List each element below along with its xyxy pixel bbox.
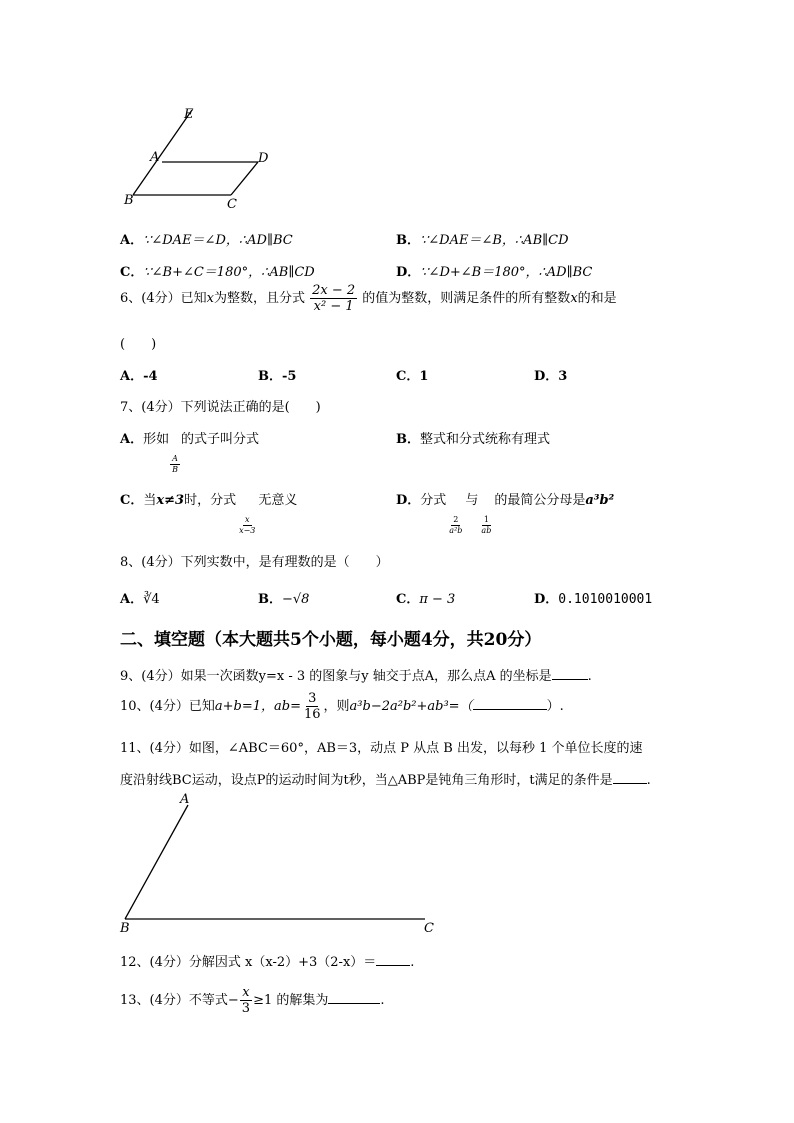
- question-8: 8、(4分）下列实数中，是有理数的是（ ）: [120, 555, 389, 570]
- section-heading-fill-in: 二、填空题（本大题共5个小题，每小题4分，共20分）: [120, 630, 542, 650]
- q6-fraction: $\frac{2x - 2}{\text{x² − 1}}$: [312, 283, 356, 314]
- fig1-label-b: B: [124, 193, 134, 208]
- q6-option-c: C．1: [396, 369, 429, 384]
- question-6: 6、(4分）已知x为整数，且分式 $\frac{2x - 2}{\text{x² − 1}}$ 的值为整数，则满足条件的所有整数x的和是: [120, 283, 617, 314]
- q8-option-d: D．0.1010010001: [534, 592, 653, 607]
- q7-option-a: A．形如 $\frac{A}{B}$ 的式子叫分式: [120, 432, 260, 474]
- q6-paren: ( ): [120, 337, 157, 352]
- q7-option-c: C．当x≠3时，分式 $\frac{x}{x-3}$ 无意义: [120, 493, 298, 535]
- q6-option-d: D．3: [534, 369, 568, 384]
- q6-option-a: A．-4: [120, 369, 158, 384]
- q5-option-a: A．∵∠DAE＝∠D，∴AD∥BC: [120, 233, 293, 248]
- q7-option-d: D．分式 $\frac{2}{\text{a²b}}$ 与 $\frac{1}{ab}$ 的最简公分母是a³b²: [396, 493, 615, 535]
- q6-option-b: B．-5: [258, 369, 297, 384]
- fig1-label-c: C: [227, 197, 237, 212]
- ray-BA: [125, 805, 188, 919]
- question-12: 12、(4分）分解因式 x（x-2）+3（2-x）＝ .: [120, 955, 415, 970]
- question-10: 10、(4分）已知a+b=1，ab= $\frac{3}{16}$ ，则a³b−2a²b²+ab³=（ ）.: [120, 691, 564, 722]
- figure-parallelogram: [110, 100, 280, 215]
- fig2-label-c: C: [424, 921, 434, 936]
- q11-blank: [613, 771, 647, 784]
- fig2-label-a: A: [180, 792, 190, 807]
- q5-option-c: C．∵∠B+∠C＝180°，∴AB∥CD: [120, 265, 315, 280]
- q12-blank: [376, 953, 410, 966]
- fig1-label-e: E: [184, 107, 194, 122]
- fig2-label-b: B: [120, 921, 130, 936]
- fig1-label-d: D: [258, 151, 269, 166]
- question-11-line-2: 度沿射线BC运动，设点P的运动时间为t秒，当△ABP是钝角三角形时，t满足的条件是 .: [120, 773, 651, 788]
- q5-option-d: D．∵∠D+∠B＝180°，∴AD∥BC: [396, 265, 593, 280]
- q5-option-b: B．∵∠DAE＝∠B，∴AB∥CD: [396, 233, 569, 248]
- q10-blank: [473, 697, 547, 710]
- line-BE: [133, 110, 192, 195]
- q8-option-b: B．−√8: [258, 592, 310, 607]
- fig1-label-a: A: [150, 150, 160, 165]
- question-9: 9、(4分）如果一次函数y=x - 3 的图象与y 轴交于点A，那么点A 的坐标是 .: [120, 669, 592, 684]
- q13-blank: [328, 991, 380, 1004]
- q7-option-b: B．整式和分式统称有理式: [396, 432, 551, 447]
- question-7: 7、(4分）下列说法正确的是( ): [120, 400, 321, 415]
- figure-angle-abc: [110, 795, 440, 935]
- question-13: 13、(4分）不等式− $\frac{x}{3}$ ≥1 的解集为 .: [120, 985, 385, 1016]
- question-11-line-1: 11、(4分）如图，∠ABC＝60°，AB＝3，动点 P 从点 B 出发，以每秒 1 个单位长度的速: [120, 741, 643, 756]
- line-CD: [231, 162, 258, 195]
- q9-blank: [552, 667, 588, 680]
- q8-option-c: C．π − 3: [396, 592, 456, 607]
- q8-option-a: A．∛4: [120, 592, 160, 607]
